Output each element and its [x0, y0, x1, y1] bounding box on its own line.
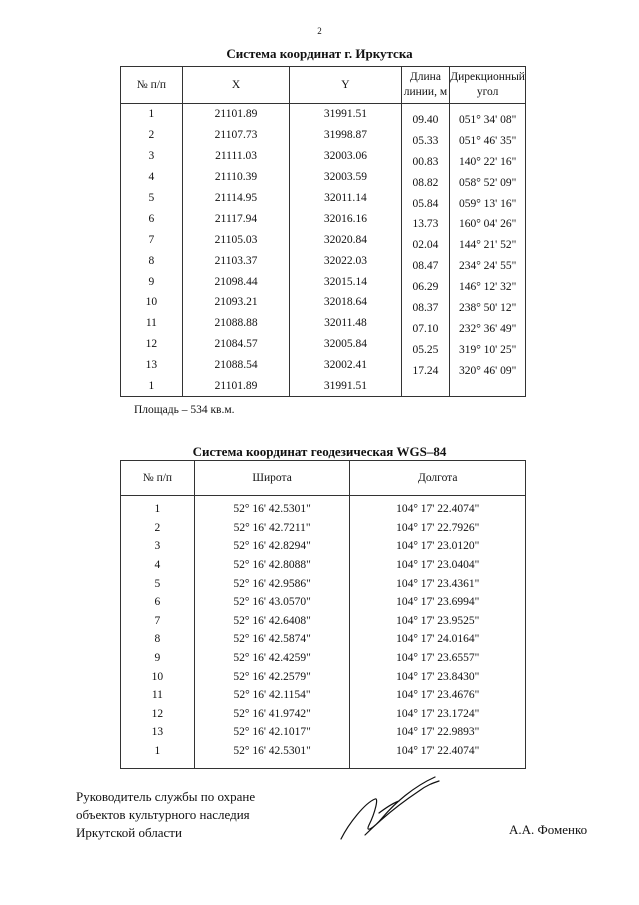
- table-row: [121, 355, 526, 376]
- table-row: [121, 742, 526, 769]
- x-coordinate: 21088.54: [182, 355, 289, 376]
- segment-length: 02.04: [412, 239, 439, 252]
- longitude: 104° 17' 23.4676": [350, 686, 526, 705]
- point-number: 2: [121, 125, 183, 146]
- y-coordinate: 32002.41: [290, 355, 401, 376]
- table-row: [121, 593, 526, 612]
- segment-angle-cell: [450, 167, 526, 188]
- wgs84-coordinates-table: [120, 460, 526, 769]
- longitude: 104° 17' 24.0164": [350, 630, 526, 649]
- segment-angle: 051° 34' 08": [458, 114, 517, 126]
- x-coordinate: 21103.37: [182, 250, 289, 271]
- empty-cell: [450, 376, 526, 397]
- longitude: 104° 17' 23.0404": [350, 556, 526, 575]
- segment-angle: 059° 13' 16": [458, 197, 517, 210]
- table-row: [121, 496, 526, 519]
- segment-angle: 319° 10' 25": [458, 343, 517, 356]
- table-row: [121, 612, 526, 631]
- y-coordinate: 32018.64: [290, 292, 401, 313]
- header-longitude: Долгота: [350, 461, 526, 496]
- x-coordinate: 21114.95: [182, 188, 289, 209]
- header-number: № п/п: [121, 461, 195, 496]
- table-row: [121, 649, 526, 668]
- point-number: 7: [121, 612, 195, 631]
- longitude: 104° 17' 23.0120": [350, 537, 526, 556]
- segment-angle-cell: [450, 250, 526, 271]
- segment-angle: 234° 24' 55": [458, 260, 517, 273]
- point-number: 5: [121, 188, 183, 209]
- segment-angle: 160° 04' 26": [458, 218, 517, 231]
- segment-length-cell: [401, 208, 450, 229]
- header-direction-angle: Дирекционный угол: [450, 67, 526, 104]
- latitude: 52° 16' 42.1017": [194, 723, 350, 742]
- segment-length-cell: [401, 125, 450, 146]
- point-number: 12: [121, 334, 183, 355]
- segment-angle-cell: [450, 104, 526, 125]
- segment-length-cell: [401, 229, 450, 250]
- x-coordinate: 21111.03: [182, 146, 289, 167]
- longitude: 104° 17' 22.4074": [350, 742, 526, 769]
- segment-angle: 146° 12' 32": [458, 281, 517, 294]
- point-number: 1: [121, 742, 195, 769]
- table-row: [121, 188, 526, 209]
- segment-angle: 058° 52' 09": [458, 176, 517, 189]
- table-row: [121, 104, 526, 125]
- longitude: 104° 17' 23.8430": [350, 667, 526, 686]
- irkutsk-coordinates-table: [120, 66, 526, 397]
- latitude: 52° 16' 42.1154": [194, 686, 350, 705]
- position-line: Иркутской области: [76, 825, 182, 840]
- point-number: 7: [121, 229, 183, 250]
- segment-angle-cell: [450, 208, 526, 229]
- table-row: [121, 125, 526, 146]
- point-number: 12: [121, 705, 195, 724]
- latitude: 52° 16' 42.2579": [194, 667, 350, 686]
- segment-length-cell: [401, 355, 450, 376]
- table-row: [121, 334, 526, 355]
- segment-length-cell: [401, 146, 450, 167]
- x-coordinate: 21084.57: [182, 334, 289, 355]
- x-coordinate: 21117.94: [182, 208, 289, 229]
- table-row: [121, 723, 526, 742]
- point-number: 3: [121, 146, 183, 167]
- table-row: [121, 229, 526, 250]
- header-line-length: Длина линии, м: [401, 67, 450, 104]
- point-number: 3: [121, 537, 195, 556]
- segment-angle: 232° 36' 49": [458, 322, 517, 335]
- segment-length: 07.10: [412, 322, 439, 335]
- longitude: 104° 17' 23.1724": [350, 705, 526, 724]
- point-number: 1: [121, 104, 183, 125]
- point-number: 6: [121, 593, 195, 612]
- table2-title: Система координат геодезическая WGS–84: [192, 444, 447, 459]
- y-coordinate: 31991.51: [290, 104, 401, 125]
- segment-angle: 320° 46' 09": [458, 364, 517, 377]
- handwritten-signature: [335, 773, 445, 845]
- longitude: 104° 17' 22.9893": [350, 723, 526, 742]
- point-number: 11: [121, 313, 183, 334]
- latitude: 52° 16' 42.8294": [194, 537, 350, 556]
- y-coordinate: 32005.84: [290, 334, 401, 355]
- segment-length-cell: [401, 271, 450, 292]
- x-coordinate: 21098.44: [182, 271, 289, 292]
- y-coordinate: 32015.14: [290, 271, 401, 292]
- table-row: [121, 686, 526, 705]
- segment-length: 05.33: [412, 134, 439, 147]
- segment-length: 06.29: [412, 281, 439, 294]
- segment-angle: 140° 22' 16": [458, 155, 517, 168]
- latitude: 52° 16' 42.9586": [194, 574, 350, 593]
- point-number: 8: [121, 630, 195, 649]
- table-row: [121, 167, 526, 188]
- table-row: [121, 271, 526, 292]
- segment-angle: 051° 46' 35": [458, 134, 517, 147]
- table-row: [121, 705, 526, 724]
- y-coordinate: 32011.48: [290, 313, 401, 334]
- segment-length: 08.47: [412, 260, 439, 273]
- latitude: 52° 16' 42.5301": [194, 742, 350, 769]
- point-number: 4: [121, 556, 195, 575]
- table-row: [121, 667, 526, 686]
- longitude: 104° 17' 23.4361": [350, 574, 526, 593]
- table-row: [121, 556, 526, 575]
- y-coordinate: 32016.16: [290, 208, 401, 229]
- table-row: [121, 313, 526, 334]
- segment-length: 09.40: [412, 114, 439, 126]
- point-number: 13: [121, 723, 195, 742]
- table-row: [121, 537, 526, 556]
- y-coordinate: 31998.87: [290, 125, 401, 146]
- segment-angle-cell: [450, 188, 526, 209]
- segment-angle-cell: [450, 355, 526, 376]
- segment-angle-cell: [450, 334, 526, 355]
- longitude: 104° 17' 23.9525": [350, 612, 526, 631]
- header-number: № п/п: [121, 67, 183, 104]
- longitude: 104° 17' 22.4074": [350, 496, 526, 519]
- segment-length-cell: [401, 313, 450, 334]
- point-number: 10: [121, 292, 183, 313]
- position-line: объектов культурного наследия: [76, 807, 250, 822]
- segment-length: 08.37: [412, 302, 439, 315]
- segment-length-cell: [401, 167, 450, 188]
- x-coordinate: 21093.21: [182, 292, 289, 313]
- segment-length-cell: [401, 334, 450, 355]
- y-coordinate: 32011.14: [290, 188, 401, 209]
- latitude: 52° 16' 42.8088": [194, 556, 350, 575]
- point-number: 13: [121, 355, 183, 376]
- point-number: 8: [121, 250, 183, 271]
- latitude: 52° 16' 42.4259": [194, 649, 350, 668]
- table-row: [121, 292, 526, 313]
- segment-length-cell: [401, 292, 450, 313]
- segment-angle: 238° 50' 12": [458, 302, 517, 315]
- segment-length: 08.82: [412, 176, 439, 189]
- header-x: X: [182, 67, 289, 104]
- longitude: 104° 17' 23.6557": [350, 649, 526, 668]
- segment-angle-cell: [450, 146, 526, 167]
- latitude: 52° 16' 42.5301": [194, 496, 350, 519]
- point-number: 1: [121, 376, 183, 397]
- segment-length: 13.73: [412, 218, 439, 231]
- signatory-name: А.А. Фоменко: [509, 822, 588, 837]
- point-number: 2: [121, 519, 195, 538]
- point-number: 9: [121, 271, 183, 292]
- longitude: 104° 17' 23.6994": [350, 593, 526, 612]
- segment-length-cell: [401, 250, 450, 271]
- point-number: 9: [121, 649, 195, 668]
- signatory-position: [76, 788, 255, 842]
- segment-angle-cell: [450, 125, 526, 146]
- segment-angle-cell: [450, 229, 526, 250]
- segment-length: 05.84: [412, 197, 439, 210]
- latitude: 52° 16' 43.0570": [194, 593, 350, 612]
- point-number: 1: [121, 496, 195, 519]
- table-row: [121, 250, 526, 271]
- point-number: 5: [121, 574, 195, 593]
- x-coordinate: 21105.03: [182, 229, 289, 250]
- header-y: Y: [290, 67, 401, 104]
- segment-length-cell: [401, 104, 450, 125]
- x-coordinate: 21101.89: [182, 376, 289, 397]
- segment-angle: 144° 21' 52": [458, 239, 517, 252]
- x-coordinate: 21110.39: [182, 167, 289, 188]
- position-line: Руководитель службы по охране: [76, 789, 256, 804]
- segment-angle-cell: [450, 271, 526, 292]
- x-coordinate: 21101.89: [182, 104, 289, 125]
- latitude: 52° 16' 42.5874": [194, 630, 350, 649]
- page-number: 2: [317, 26, 322, 36]
- y-coordinate: 32003.59: [290, 167, 401, 188]
- table-row: [121, 574, 526, 593]
- table-row: [121, 630, 526, 649]
- segment-length: 17.24: [412, 364, 439, 377]
- point-number: 6: [121, 208, 183, 229]
- header-latitude: Широта: [194, 461, 350, 496]
- table1-title: Система координат г. Иркутска: [226, 46, 413, 61]
- y-coordinate: 32022.03: [290, 250, 401, 271]
- longitude: 104° 17' 22.7926": [350, 519, 526, 538]
- x-coordinate: 21107.73: [182, 125, 289, 146]
- latitude: 52° 16' 41.9742": [194, 705, 350, 724]
- latitude: 52° 16' 42.7211": [194, 519, 350, 538]
- point-number: 10: [121, 667, 195, 686]
- segment-angle-cell: [450, 313, 526, 334]
- area-text: Площадь – 534 кв.м.: [134, 404, 235, 416]
- table-row: [121, 519, 526, 538]
- segment-length-cell: [401, 188, 450, 209]
- table-row: [121, 146, 526, 167]
- latitude: 52° 16' 42.6408": [194, 612, 350, 631]
- segment-length: 00.83: [412, 155, 439, 168]
- y-coordinate: 32003.06: [290, 146, 401, 167]
- x-coordinate: 21088.88: [182, 313, 289, 334]
- table-row: [121, 208, 526, 229]
- segment-angle-cell: [450, 292, 526, 313]
- segment-length: 05.25: [412, 343, 439, 356]
- y-coordinate: 32020.84: [290, 229, 401, 250]
- y-coordinate: 31991.51: [290, 376, 401, 397]
- table-row: [121, 376, 526, 397]
- point-number: 4: [121, 167, 183, 188]
- empty-cell: [401, 376, 450, 397]
- point-number: 11: [121, 686, 195, 705]
